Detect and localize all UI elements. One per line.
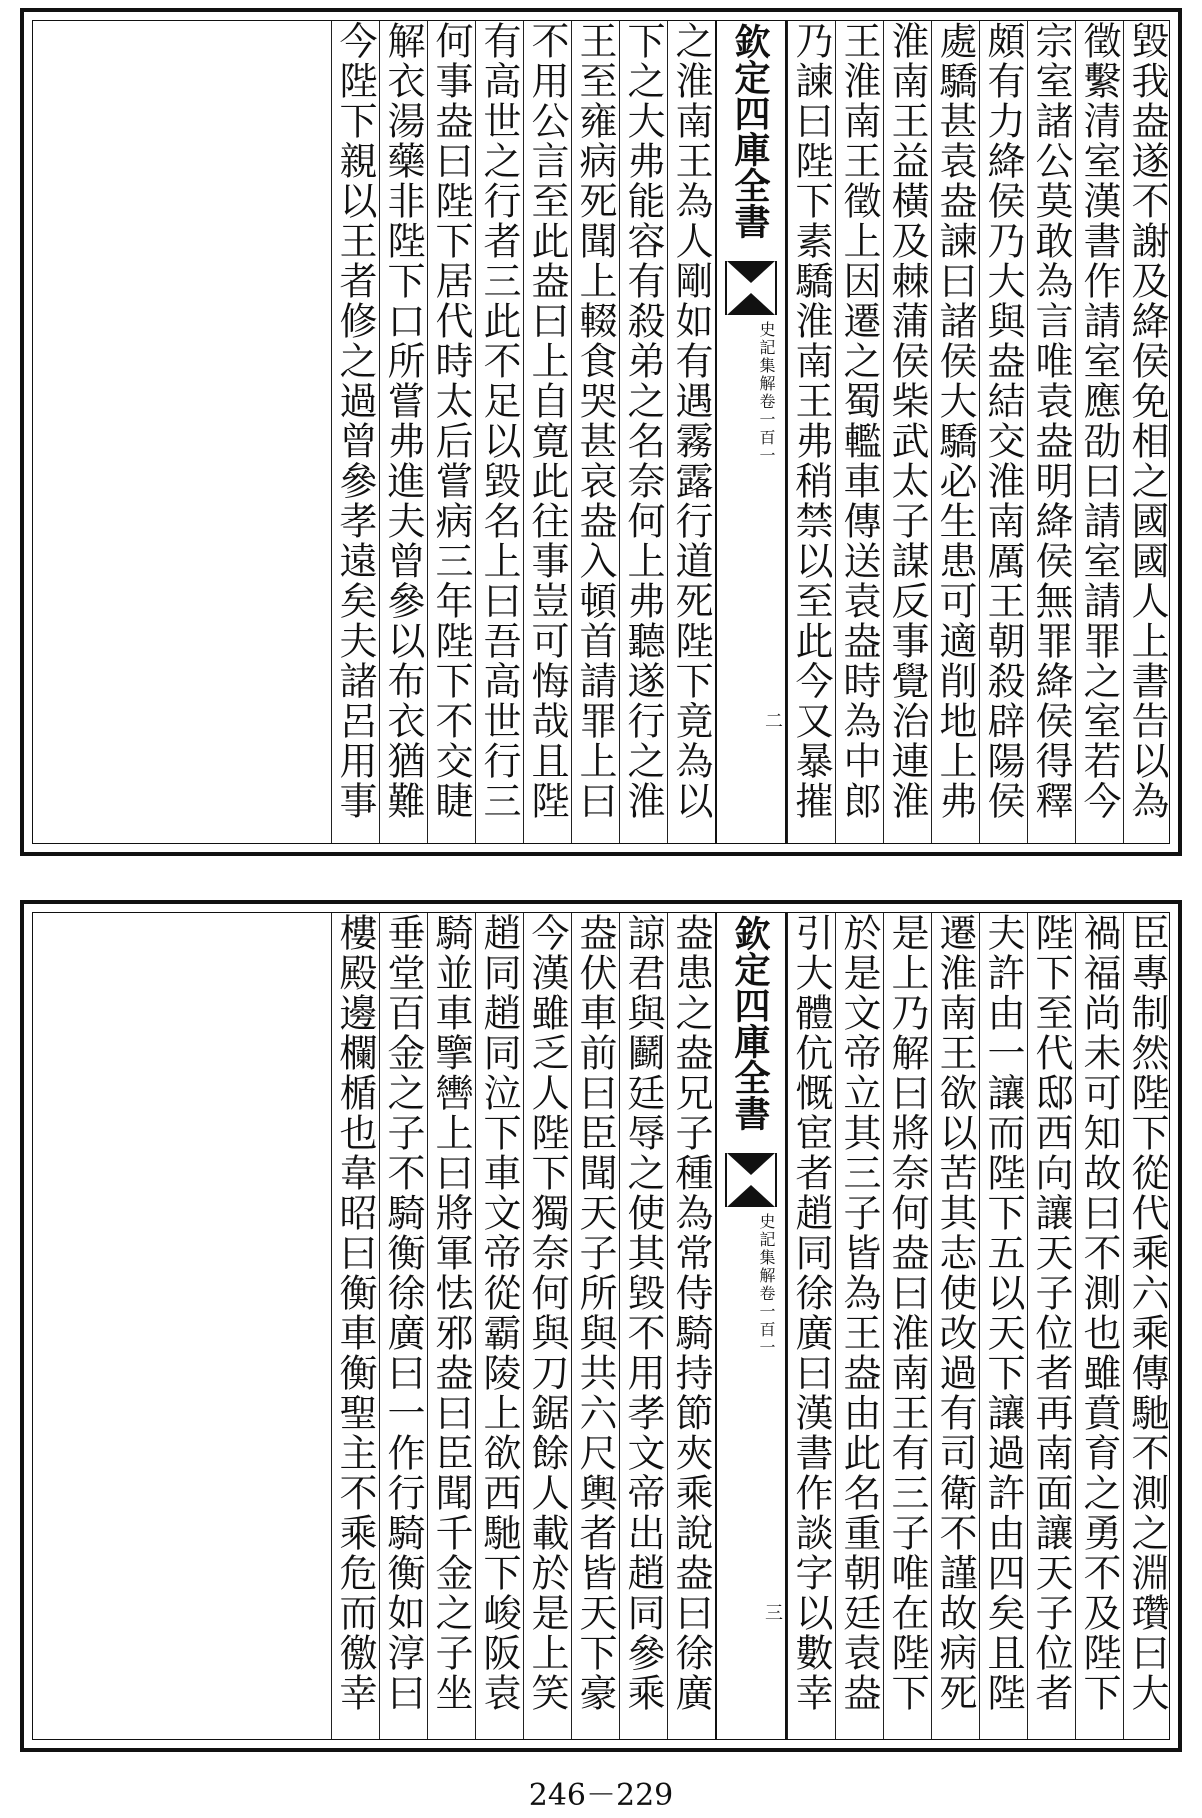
text-column: 淮南王益橫及棘蒲侯柴武太子謀反事覺治連淮 [883,21,931,843]
text-column: 盎伏車前曰臣聞天子所與共六尺輿者皆天下豪 [571,913,619,1739]
banner-folio: 三 [762,1603,783,1621]
text-column: 下之大弗能容有殺弟之名奈何上弗聽遂行之淮 [619,21,667,843]
text-column: 毀我盎遂不謝及絳侯免相之國國人上書告以為 [1123,21,1171,843]
banner-volume: 卷一百一 [757,393,776,465]
text-column: 諒君與鬬廷辱之使其毀不用孝文帝出趙同參乘 [619,913,667,1739]
text-column: 樓殿邊欄楯也韋昭曰衡車衡聖主不乘危而徼幸 [331,913,379,1739]
text-column: 趙同趙同泣下車文帝從霸陵上欲西馳下峻阪袁 [475,913,523,1739]
text-column: 夫許由一讓而陛下五以天下讓過許由四矣且陛 [979,913,1027,1739]
text-column: 遷淮南王欲以苦其志使改過有司衛不謹故病死 [931,913,979,1739]
banner-title: 欽定四庫全書 [729,23,771,239]
text-column: 今陛下親以王者修之過曾參孝遠矣夫諸呂用事 [331,21,379,843]
banner-volume: 卷一百一 [757,1285,776,1357]
bottom-page [20,900,1182,1752]
text-column: 王至雍病死聞上輟食哭甚哀盎入頓首請罪上曰 [571,21,619,843]
text-column: 垂堂百金之子不騎衡徐廣曰一作行騎衡如淳曰 [379,913,427,1739]
top-page-text-frame [32,20,1170,844]
text-column: 有高世之行者三此不足以毀名上曰吾高世行三 [475,21,523,843]
fish-tail-ornament [725,261,777,315]
text-column: 禍福尚未可知故曰不測也雖賁育之勇不及陛下 [1075,913,1123,1739]
banner-meta [723,321,779,465]
text-column: 頗有力絳侯乃大與盎結交淮南厲王朝殺辟陽侯 [979,21,1027,843]
text-column: 臣專制然陛下從代乘六乘傳馳不測之淵瓚曰大 [1123,913,1171,1739]
banner-book-title: 史記集解 [757,1213,776,1285]
text-column: 不用公言至此盎曰上自寛此往事豈可悔哉且陛 [523,21,571,843]
center-banner [715,913,787,1739]
text-column: 引大體伉慨宦者趙同徐廣曰漢書作談字以數幸 [787,913,835,1739]
text-column: 盎患之盎兄子種為常侍騎持節夾乘說盎曰徐廣 [667,913,715,1739]
text-column: 徵繫清室漢書作請室應劭曰請室請罪之室若今 [1075,21,1123,843]
banner-folio: 二 [762,711,783,729]
text-column: 王淮南王徵上因遷之蜀轞車傳送袁盎時為中郎 [835,21,883,843]
text-column: 之淮南王為人剛如有遇霧露行道死陛下竟為以 [667,21,715,843]
text-column: 今漢雖乏人陛下獨奈何與刀鋸餘人載於是上笑 [523,913,571,1739]
text-column: 宗室諸公莫敢為言唯袁盎明絳侯無罪絳侯得釋 [1027,21,1075,843]
text-column: 於是文帝立其三子皆為王盎由此名重朝廷袁盎 [835,913,883,1739]
text-column: 騎並車擥轡上曰將軍怯邪盎曰臣聞千金之子坐 [427,913,475,1739]
text-column: 是上乃解曰將奈何盎曰淮南王有三子唯在陛下 [883,913,931,1739]
banner-book-title: 史記集解 [757,321,776,393]
top-page [20,8,1182,856]
fish-tail-ornament [725,1153,777,1207]
bottom-page-text-frame [32,912,1170,1740]
text-column: 解衣湯藥非陛下口所嘗弗進夫曾參以布衣猶難 [379,21,427,843]
text-column: 何事盎曰陛下居代時太后嘗病三年陛下不交睫 [427,21,475,843]
text-column: 乃諫曰陛下素驕淮南王弗稍禁以至此今又暴摧 [787,21,835,843]
banner-title: 欽定四庫全書 [729,915,771,1131]
page-number-footer: 246－229 [528,1778,674,1813]
center-banner [715,21,787,843]
text-column: 陛下至代邸西向讓天子位者再南面讓天子位者 [1027,913,1075,1739]
banner-meta [723,1213,779,1357]
text-column: 處驕甚袁盎諫曰諸侯大驕必生患可適削地上弗 [931,21,979,843]
